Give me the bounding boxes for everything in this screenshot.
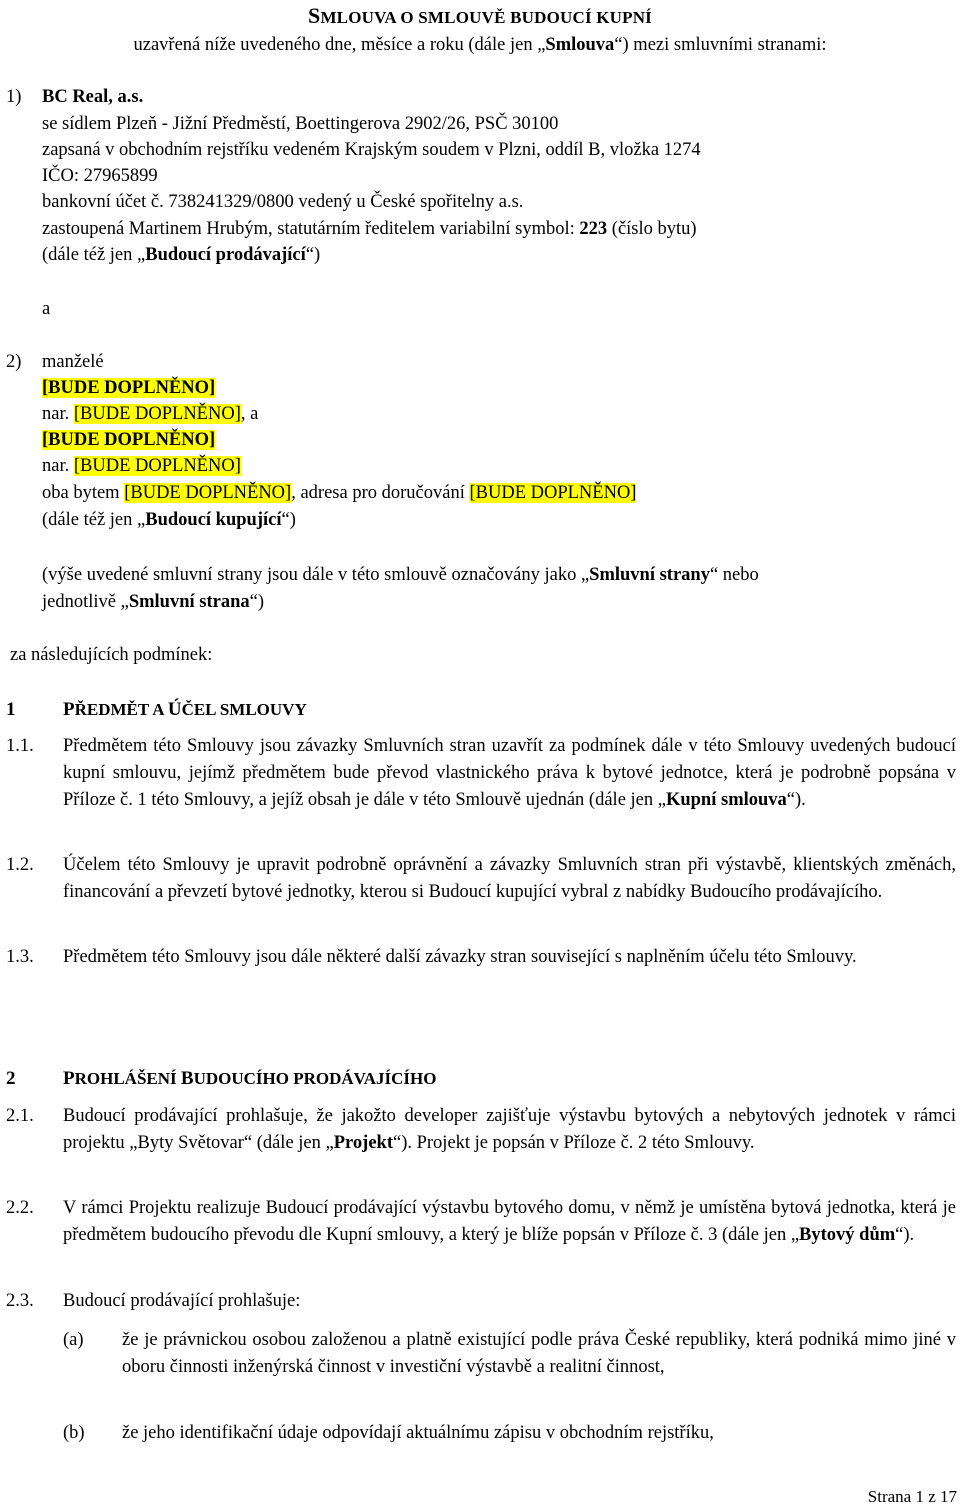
party-1-alias: (dále též jen „Budoucí prodávající“) [42, 245, 321, 265]
parties-note-line-2: jednotlivě „Smluvní strana“) [42, 592, 264, 612]
party-2-number: 2) [6, 352, 22, 372]
section-2-heading: 2 PROHLÁŠENÍ BUDOUCÍHO PRODÁVAJÍCÍHO [6, 1068, 437, 1089]
clause-1-3-number: 1.3. [6, 947, 34, 967]
party-2-alias: (dále též jen „Budoucí kupující“) [42, 510, 296, 530]
party-1-seat: se sídlem Plzeň - Jižní Předměstí, Boettingerova 2902/26, PSČ 30100 [42, 114, 559, 134]
party-2-born-2: nar. [BUDE DOPLNĚNO] [42, 456, 241, 476]
party-2-name-2: [BUDE DOPLNĚNO] [42, 430, 216, 450]
section-1-heading: 1 PŘEDMĚT A ÚČEL SMLOUVY [6, 699, 307, 720]
clause-2-3-item-a-text: že je právnickou osobou založenou a platně existující podle práva České republiky, která podniká mimo jiné v oboru činnosti inženýrská činnost v investiční výstavbě a realitní činnost, [122, 1330, 956, 1377]
party-1-bank: bankovní účet č. 738241329/0800 vedený u České spořitelny a.s. [42, 192, 524, 212]
and-separator: a [42, 299, 51, 319]
clause-2-2-text: V rámci Projektu realizuje Budoucí prodávající výstavbu bytového domu, v němž je umístěna bytová jednotka, která je předmětem budoucího převodu dle Kupní smlouvy, a který je blíže popsán v Příloze č. 3 (dále jen „Bytový dům“). [63, 1198, 956, 1245]
clause-1-1-number: 1.1. [6, 736, 34, 756]
conditions-line: za následujících podmínek: [10, 645, 213, 665]
page-number: Strana 1 z 17 [867, 1487, 957, 1506]
parties-note-line-1: (výše uvedené smluvní strany jsou dále v této smlouvě označovány jako „Smluvní strany“ nebo [42, 565, 759, 585]
clause-2-3-item-a-label: (a) [63, 1330, 84, 1350]
party-1-representative: zastoupená Martinem Hrubým, statutárním ředitelem variabilní symbol: 223 (číslo bytu) [42, 219, 697, 239]
clause-1-2-text: Účelem této Smlouvy je upravit podrobně oprávnění a závazky Smluvních stran při výstavbě, klientských změnách, financování a převzetí bytové jednotky, kterou si Budoucí kupující vybral z nabídky Budoucího prodávajícího. [63, 855, 956, 902]
document-title: SMLOUVA O SMLOUVĚ BUDOUCÍ KUPNÍ [308, 3, 652, 28]
clause-2-1-text: Budoucí prodávající prohlašuje, že jakožto developer zajišťuje výstavbu bytových a nebytových jednotek v rámci projektu „Byty Světovar“ (dále jen „Projekt“). Projekt je popsán v Příloze č. 2 této Smlouvy. [63, 1106, 956, 1153]
clause-2-1-number: 2.1. [6, 1106, 34, 1126]
clause-2-3-item-b-text: že jeho identifikační údaje odpovídají aktuálnímu zápisu v obchodním rejstříku, [122, 1423, 714, 1443]
party-2-name-1: [BUDE DOPLNĚNO] [42, 378, 216, 398]
party-2-born-1: nar. [BUDE DOPLNĚNO], a [42, 404, 259, 424]
clause-2-3-text: Budoucí prodávající prohlašuje: [63, 1291, 301, 1311]
intro-line: uzavřená níže uvedeného dne, měsíce a roku (dále jen „Smlouva“) mezi smluvními stranami: [133, 35, 827, 55]
clause-2-3-item-b-label: (b) [63, 1423, 85, 1443]
party-1-ico: IČO: 27965899 [42, 166, 158, 186]
clause-2-2-number: 2.2. [6, 1198, 34, 1218]
party-1-registry: zapsaná v obchodním rejstříku vedeném Krajským soudem v Plzni, oddíl B, vložka 1274 [42, 140, 701, 160]
party-2-spouses: manželé [42, 352, 104, 372]
party-2-address: oba bytem [BUDE DOPLNĚNO], adresa pro doručování [BUDE DOPLNĚNO] [42, 483, 637, 503]
clause-2-3-number: 2.3. [6, 1291, 34, 1311]
party-1-number: 1) [6, 87, 22, 107]
clause-1-2-number: 1.2. [6, 855, 34, 875]
clause-1-3-text: Předmětem této Smlouvy jsou dále některé další závazky stran související s naplněním účelu této Smlouvy. [63, 947, 857, 967]
clause-1-1-text: Předmětem této Smlouvy jsou závazky Smluvních stran uzavřít za podmínek dále v této Smlouvy uvedených budoucí kupní smlouvu, jejímž předmětem bude převod vlastnického práva k bytové jednotce, která je podrobně popsána v Příloze č. 1 této Smlouvy, a jejíž obsah je dále v této Smlouvě ujednán (dále jen „Kupní smlouva“). [63, 736, 956, 810]
party-1-name: BC Real, a.s. [42, 87, 144, 107]
